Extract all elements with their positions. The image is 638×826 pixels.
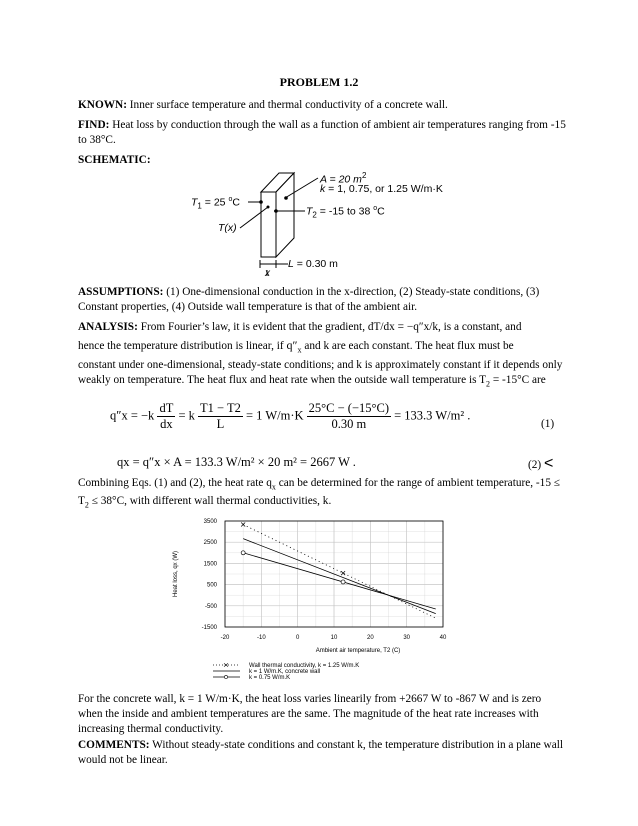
x-tick-label: 40 <box>439 635 447 641</box>
assumptions-text: (1) One-dimensional conduction in the x-direction, (2) Steady-state conditions, (3) Constant properties, (4) Outside wall temperature is that of the ambient air. <box>78 286 540 314</box>
legend-label: Wall thermal conductivity, k = 1.25 W/m.K <box>249 663 360 669</box>
x-tick-label: 30 <box>403 635 411 641</box>
find-label: FIND: <box>78 119 110 131</box>
analysis-text1: From Fourier’s law, it is evident that the gradient, <box>140 321 366 333</box>
x-tick-label: -10 <box>256 635 266 641</box>
t2-point <box>274 209 278 213</box>
answer-mark: < <box>544 455 554 472</box>
circle-marker <box>241 551 245 555</box>
t2-label: $T_2 = -15$ to 38 $^o$C <box>306 205 385 220</box>
equation-2-number: (2) < <box>528 455 554 472</box>
comments-text: Without steady-state conditions and constant k, the temperature distribution in a plane wall would not be linear. <box>78 739 564 767</box>
x-tick-label: 0 <box>295 635 300 641</box>
x-tick-label: 10 <box>330 635 338 641</box>
wall-front-face <box>261 192 276 257</box>
t1-label: $T_1 = 25$ $^o$C <box>191 196 240 211</box>
x-label: x <box>265 268 270 279</box>
x-axis-label: Ambient air temperature, T2 (C) <box>315 648 401 654</box>
area-point <box>284 196 288 200</box>
legend-label: k = 0.75 W/m.K <box>249 675 291 681</box>
y-tick-label: -500 <box>204 603 217 610</box>
known-label: KNOWN: <box>78 99 127 111</box>
x-marker <box>341 571 345 575</box>
x-tick-label: 20 <box>366 635 374 641</box>
tx-label: T(x) <box>218 222 237 234</box>
find-text: Heat loss by conduction through the wall as a function of ambient air temperatures ranging from -15 to 38°C. <box>78 119 566 147</box>
gradient-expression: dT/dx = −q″x/k <box>367 321 439 333</box>
known-paragraph <box>78 98 568 113</box>
problem-title: PROBLEM 1.2 <box>279 75 359 89</box>
analysis-text2: constant under one-dimensional, steady-state conditions; and k is approximately constant if it depends only weakly on temperature. The heat flux and heat rate when the outside wall temperature is T <box>78 358 563 386</box>
y-tick-label: 3500 <box>203 519 217 525</box>
y-tick-label: -1500 <box>201 625 217 631</box>
chart-legend <box>213 663 359 681</box>
t1-point <box>259 200 263 204</box>
circle-marker <box>341 580 345 584</box>
equation-1: q″x = −k $\frac{dT}{dx}$ = k $\frac{T1 - T2}{L}$ = 1 W/m·K $\frac{25^\circ C - (-15^\circ C)}{0.30 m}$ = 133.3 W/m² . <box>110 401 471 431</box>
legend-label: k = 1 W/m.K, concrete wall <box>249 669 321 675</box>
y-tick-label: 1500 <box>203 561 217 568</box>
known-text: Inner surface temperature and thermal conductivity of a concrete wall. <box>129 99 448 111</box>
comments-label: COMMENTS: <box>78 739 150 751</box>
y-axis-label: Heat loss, qx (W) <box>173 550 179 598</box>
x-tick-label: -20 <box>220 635 230 641</box>
k-label: k = 1, 0.75, or 1.25 W/m·K <box>320 183 443 195</box>
thickness-label: L = 0.30 m <box>288 258 338 270</box>
equation-2: qx = q″x × A = 133.3 W/m² × 20 m² = 2667 W . <box>117 455 356 469</box>
comments-paragraph <box>78 738 568 768</box>
assumptions-label: ASSUMPTIONS: <box>78 286 164 298</box>
conclusion-paragraph: For the concrete wall, k = 1 W/m·K, the heat loss varies linearily from +2667 W to -867 W and is zero when the inside and ambient temperatures are the same. The magnitude of the heat rate increases with increasing thermal conductivity. <box>78 693 542 736</box>
analysis-paragraph: ANALYSIS: From Fourier’s law, it is evident that the gradient, dT/dx = −q″x/k, is a constant, and hence the temperature distribution is linear, if $q''_x$ and k are each constant. The heat flux must be constant under one-dimensional, steady-state conditions; and k is approximately constant if it depends only weakly on temperature. The heat flux and heat rate when the outside wall temperature is $T_2 = -15^\circ C$ are <box>78 321 563 389</box>
schematic-label: SCHEMATIC: <box>78 154 151 166</box>
area-label: A = 20 $m^2$ <box>320 171 367 186</box>
y-tick-label: 2500 <box>203 540 217 547</box>
x-tick-labels <box>221 635 447 641</box>
combining-paragraph: Combining Eqs. (1) and (2), the heat rate $q_x$ can be determined for the range of ambient temperature, $-15 \le T_2 \le 38^\circ C$, with different wall thermal conductivities, k. <box>78 477 560 510</box>
y-tick-label: 500 <box>206 582 217 589</box>
heat-loss-chart <box>165 515 465 685</box>
tx-point <box>267 206 270 209</box>
assumptions-paragraph <box>78 285 568 315</box>
equation-1-number: (1) <box>541 418 555 430</box>
heat-flux-symbol: $q''_x$ <box>286 338 302 355</box>
analysis-label: ANALYSIS: <box>78 321 138 333</box>
legend-circle-marker <box>224 675 227 678</box>
y-tick-labels <box>202 519 218 631</box>
find-paragraph <box>78 118 568 148</box>
